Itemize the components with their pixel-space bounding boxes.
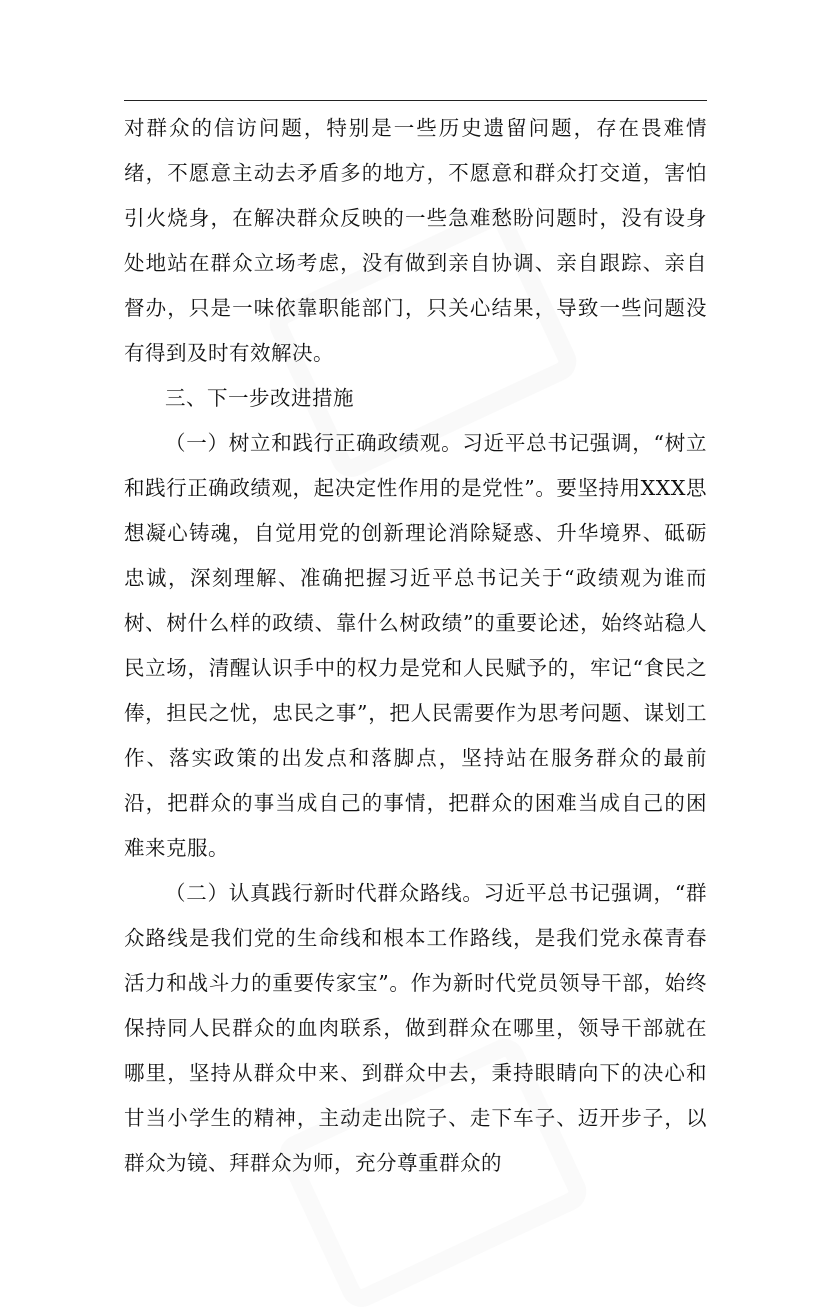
section-heading-3: 三、下一步改进措施 xyxy=(165,386,354,410)
header-rule xyxy=(124,100,707,101)
paragraph-measure-1: （一）树立和践行正确政绩观。习近平总书记强调，“树立和践行正确政绩观，起决定性作用的是党性”。要坚持用XXX思想凝心铸魂，自觉用党的创新理论消除疑惑、升华境界、砥砺忠诚，深刻理解、准确把握习近平总书记关于“政绩观为谁而树、树什么样的政绩、靠什么树政绩”的重要论述，始终站稳人民立场，清醒认识手中的权力是党和人民赋予的，牢记“食民之俸，担民之忧，忠民之事”，把人民需要作为思考问题、谋划工作、落实政策的出发点和落脚点，坚持站在服务群众的最前沿，把群众的事当成自己的事情，把群众的困难当成自己的困难来克服。 xyxy=(124,431,707,860)
paragraph-measure-2: （二）认真践行新时代群众路线。习近平总书记强调，“群众路线是我们党的生命线和根本工作路线，是我们党永葆青春活力和战斗力的重要传家宝”。作为新时代党员领导干部，始终保持同人民群众的血肉联系，做到群众在哪里，领导干部就在哪里，坚持从群众中来、到群众中去，秉持眼睛向下的决心和甘当小学生的精神，主动走出院子、走下车子、迈开步子，以群众为镜、拜群众为师，充分尊重群众的 xyxy=(124,881,707,1175)
paragraph-continued: 对群众的信访问题，特别是一些历史遗留问题，存在畏难情绪，不愿意主动去矛盾多的地方，不愿意和群众打交道，害怕引火烧身，在解决群众反映的一些急难愁盼问题时，没有设身处地站在群众立场考虑，没有做到亲自协调、亲自跟踪、亲自督办，只是一味依靠职能部门，只关心结果，导致一些问题没有得到及时有效解决。 xyxy=(124,116,707,365)
document-body xyxy=(124,106,707,1186)
